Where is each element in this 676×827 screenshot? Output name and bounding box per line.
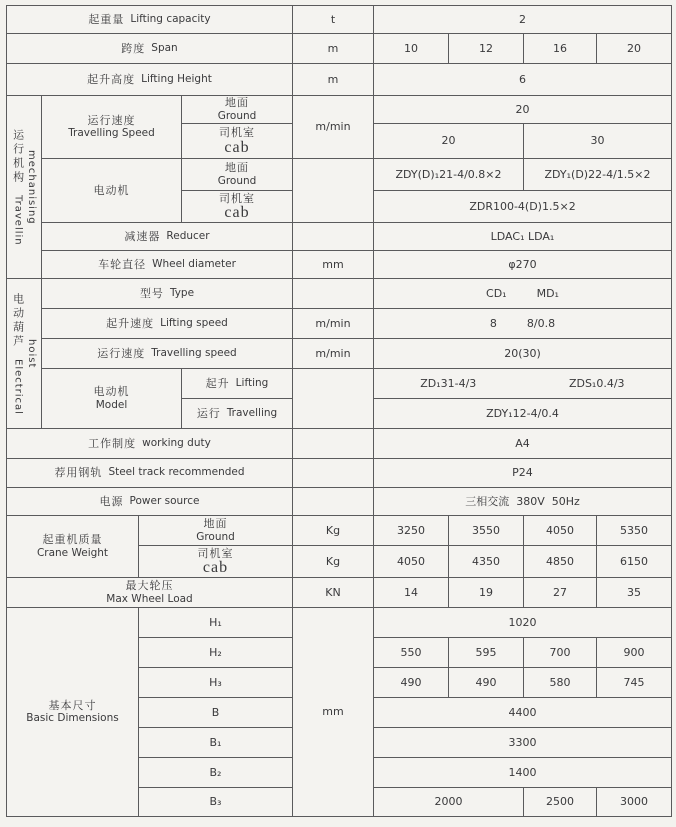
crane-weight-cab-unit: Kg (293, 546, 373, 577)
travelling-mechanism-section-label: 运行机构Travellin mechanising (7, 96, 41, 278)
crane-weight-ground-value-4: 5350 (597, 516, 671, 545)
dimension-h2-value-4: 900 (597, 638, 671, 667)
travelling-speed-ground-value: 20 (374, 96, 671, 123)
span-value-10: 10 (374, 34, 448, 63)
dimension-b3-value-1: 2000 (374, 788, 523, 816)
span-value-20: 20 (597, 34, 671, 63)
hoist-type-value: CD₁ MD₁ (374, 279, 671, 308)
travelling-motor-unit-empty (293, 159, 373, 222)
crane-weight-cab-value-1: 4050 (374, 546, 448, 577)
crane-weight-cab-value-2: 4350 (449, 546, 523, 577)
dimension-h3-value-1: 490 (374, 668, 448, 697)
hoist-type-label: 型号 Type (42, 279, 292, 308)
lifting-height-unit: m (293, 64, 373, 95)
dimension-b1-value: 3300 (374, 728, 671, 757)
max-wheel-load-unit: KN (293, 578, 373, 607)
dimension-h2-value-1: 550 (374, 638, 448, 667)
wheel-diameter-value: φ270 (374, 251, 671, 278)
hoist-motor-travelling-label: 运行 Travelling (182, 399, 292, 428)
electric-hoist-section-label: 电动葫芦Electrical hoist (7, 279, 41, 428)
travelling-speed-cab-value-1: 20 (374, 124, 523, 158)
dimension-h3-value-2: 490 (449, 668, 523, 697)
dimension-b-label: B (139, 698, 292, 727)
max-wheel-load-value-2: 19 (449, 578, 523, 607)
travelling-motor-ground-label: 地面 Ground (182, 159, 292, 190)
dimension-b2-label: B₂ (139, 758, 292, 787)
lifting-height-value: 6 (374, 64, 671, 95)
hoist-type-unit-empty (293, 279, 373, 308)
dimension-b1-label: B₁ (139, 728, 292, 757)
dimension-h1-value: 1020 (374, 608, 671, 637)
hoist-motor-lifting-label: 起升 Lifting (182, 369, 292, 398)
reducer-unit-empty (293, 223, 373, 250)
dimension-b3-label: B₃ (139, 788, 292, 816)
dimension-h3-value-4: 745 (597, 668, 671, 697)
travelling-speed-cab-value-2: 30 (524, 124, 671, 158)
span-unit: m (293, 34, 373, 63)
hoist-motor-travelling-model: ZDY₁12-4/0.4 (374, 399, 671, 428)
crane-weight-ground-value-2: 3550 (449, 516, 523, 545)
hoist-motor-lifting-models: ZD₁31-4/3 ZDS₁0.4/3 (374, 369, 671, 398)
reducer-value: LDAC₁ LDA₁ (374, 223, 671, 250)
max-wheel-load-value-1: 14 (374, 578, 448, 607)
crane-specification-table (6, 5, 672, 817)
lifting-capacity-unit: t (293, 6, 373, 33)
span-label: 跨度 Span (7, 34, 292, 63)
travelling-motor-cab-label: 司机室 cab (182, 191, 292, 222)
lifting-capacity-value: 2 (374, 6, 671, 33)
power-source-unit-empty (293, 488, 373, 515)
power-source-label: 电源 Power source (7, 488, 292, 515)
travelling-speed-cab-label: 司机室 cab (182, 124, 292, 158)
dimension-b3-value-2: 2500 (524, 788, 596, 816)
wheel-diameter-unit: mm (293, 251, 373, 278)
travelling-speed-unit: m/min (293, 96, 373, 158)
dimension-b3-value-3: 3000 (597, 788, 671, 816)
hoist-travelling-speed-value: 20(30) (374, 339, 671, 368)
dimension-h3-label: H₃ (139, 668, 292, 697)
dimension-h2-value-3: 700 (524, 638, 596, 667)
dimension-b2-value: 1400 (374, 758, 671, 787)
working-duty-label: 工作制度 working duty (7, 429, 292, 458)
working-duty-value: A4 (374, 429, 671, 458)
lifting-height-label: 起升高度 Lifting Height (7, 64, 292, 95)
dimension-h2-value-2: 595 (449, 638, 523, 667)
travelling-motor-label: 电动机 (42, 159, 181, 222)
crane-weight-cab-value-3: 4850 (524, 546, 596, 577)
crane-weight-cab-value-4: 6150 (597, 546, 671, 577)
travelling-speed-ground-label: 地面 Ground (182, 96, 292, 123)
crane-weight-ground-value-3: 4050 (524, 516, 596, 545)
crane-weight-ground-label: 地面 Ground (139, 516, 292, 545)
steel-track-label: 荐用钢轨 Steel track recommended (7, 459, 292, 487)
dimension-b-value: 4400 (374, 698, 671, 727)
hoist-travelling-speed-unit: m/min (293, 339, 373, 368)
basic-dimensions-label: 基本尺寸 Basic Dimensions (7, 608, 138, 816)
crane-weight-label: 起重机质量 Crane Weight (7, 516, 138, 577)
travelling-speed-label: 运行速度 Travelling Speed (42, 96, 181, 158)
travelling-motor-cab-model: ZDR100-4(D)1.5×2 (374, 191, 671, 222)
dimension-h3-value-3: 580 (524, 668, 596, 697)
reducer-label: 减速器 Reducer (42, 223, 292, 250)
max-wheel-load-value-3: 27 (524, 578, 596, 607)
working-duty-unit-empty (293, 429, 373, 458)
crane-weight-cab-label: 司机室 cab (139, 546, 292, 577)
crane-weight-ground-value-1: 3250 (374, 516, 448, 545)
crane-weight-ground-unit: Kg (293, 516, 373, 545)
hoist-lifting-speed-label: 起升速度 Lifting speed (42, 309, 292, 338)
hoist-motor-unit-empty (293, 369, 373, 428)
dimension-h2-label: H₂ (139, 638, 292, 667)
hoist-lifting-speed-value: 8 8/0.8 (374, 309, 671, 338)
power-source-value: 三相交流 380V 50Hz (374, 488, 671, 515)
hoist-lifting-speed-unit: m/min (293, 309, 373, 338)
max-wheel-load-label: 最大轮压 Max Wheel Load (7, 578, 292, 607)
dimension-h1-label: H₁ (139, 608, 292, 637)
span-value-16: 16 (524, 34, 596, 63)
basic-dimensions-unit: mm (293, 608, 373, 816)
steel-track-unit-empty (293, 459, 373, 487)
lifting-capacity-label: 起重量 Lifting capacity (7, 6, 292, 33)
wheel-diameter-label: 车轮直径 Wheel diameter (42, 251, 292, 278)
steel-track-value: P24 (374, 459, 671, 487)
max-wheel-load-value-4: 35 (597, 578, 671, 607)
travelling-motor-ground-model-1: ZDY(D)₁21-4/0.8×2 (374, 159, 523, 190)
span-value-12: 12 (449, 34, 523, 63)
hoist-travelling-speed-label: 运行速度 Travelling speed (42, 339, 292, 368)
travelling-motor-ground-model-2: ZDY₁(D)22-4/1.5×2 (524, 159, 671, 190)
hoist-motor-label: 电动机 Model (42, 369, 181, 428)
